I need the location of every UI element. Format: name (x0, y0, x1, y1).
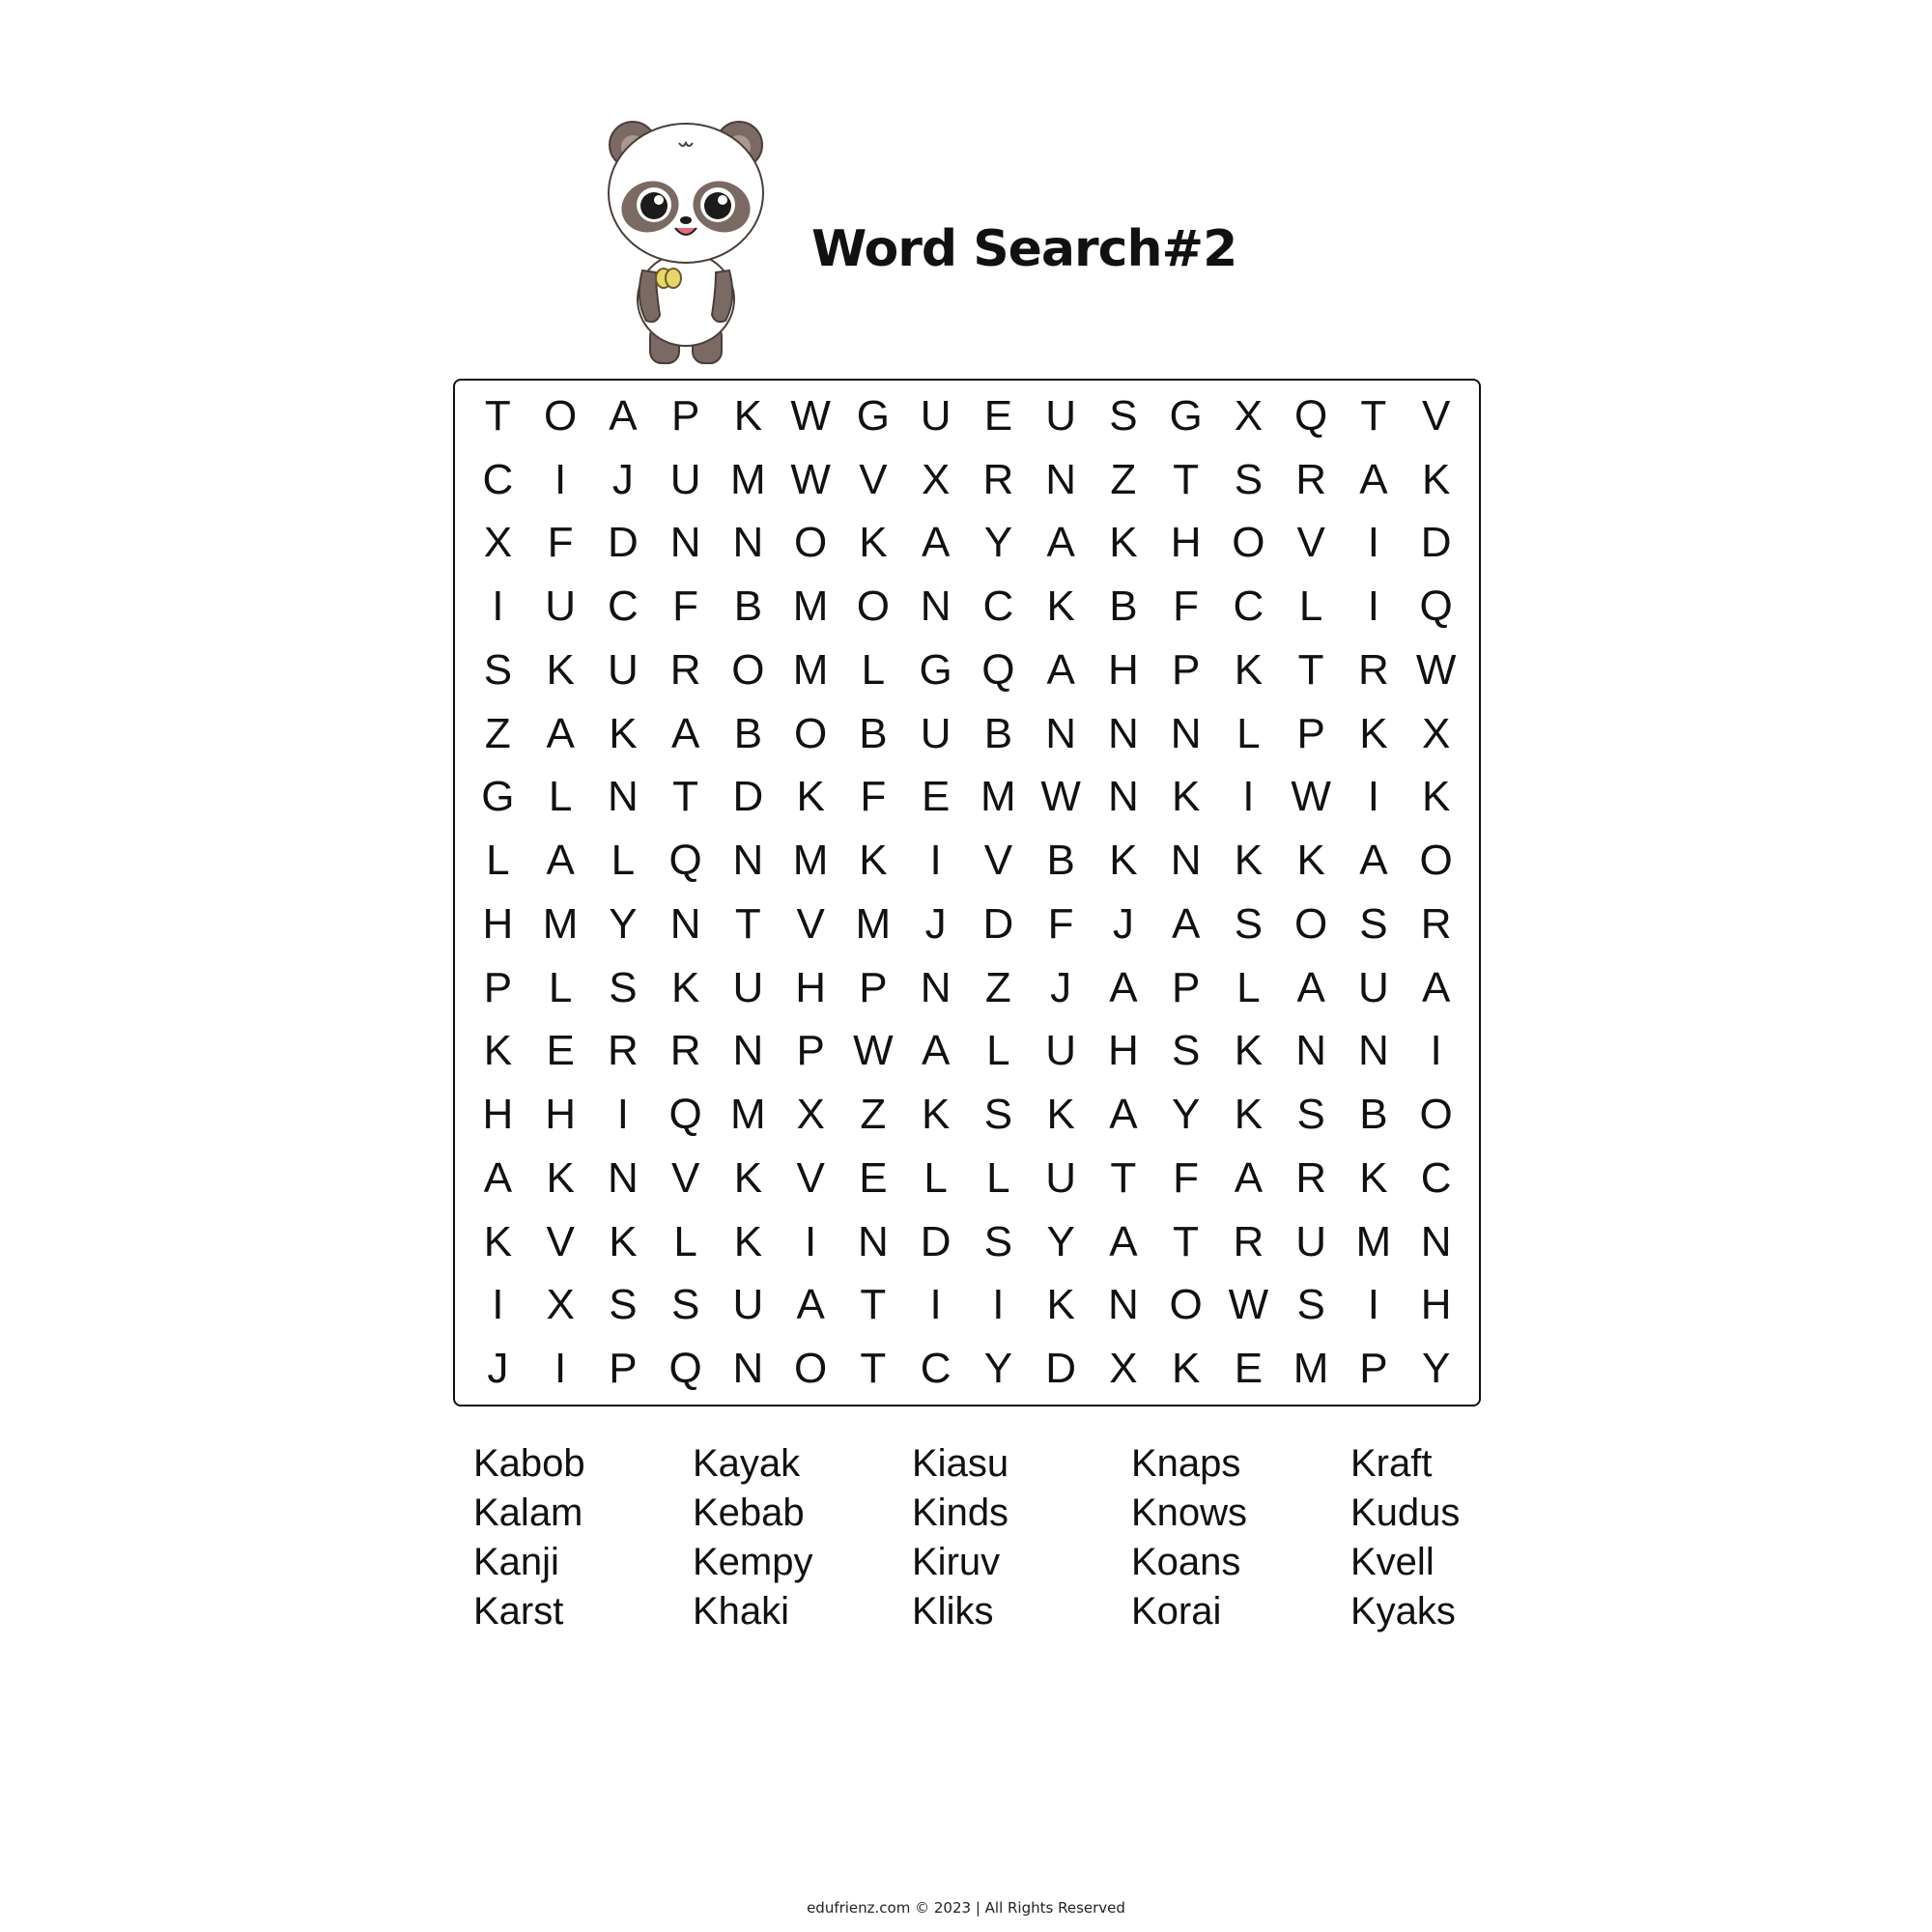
grid-letter[interactable]: R (1295, 1153, 1327, 1202)
grid-letter[interactable]: X (1109, 1345, 1138, 1393)
grid-letter[interactable]: N (920, 963, 952, 1011)
grid-letter[interactable]: O (731, 645, 765, 694)
grid-letter[interactable]: A (1109, 1091, 1138, 1139)
grid-letter[interactable]: K (1109, 837, 1138, 885)
grid-letter[interactable]: E (546, 1027, 575, 1075)
grid-letter[interactable]: M (792, 837, 829, 885)
grid-letter[interactable]: K (733, 1153, 763, 1202)
grid-letter[interactable]: Q (668, 837, 702, 885)
grid-letter[interactable]: K (609, 1217, 638, 1265)
grid-letter[interactable]: L (1298, 582, 1323, 631)
grid-letter[interactable]: F (672, 582, 699, 631)
grid-letter[interactable]: R (982, 455, 1014, 503)
grid-letter[interactable]: P (1171, 645, 1201, 694)
grid-letter[interactable]: P (1359, 1345, 1388, 1393)
grid-letter[interactable]: K (1234, 837, 1264, 885)
grid-letter[interactable]: S (609, 963, 638, 1011)
grid-letter[interactable]: K (1421, 773, 1451, 821)
grid-letter[interactable]: K (1046, 582, 1075, 631)
grid-letter[interactable]: V (546, 1217, 575, 1265)
grid-letter[interactable]: Q (668, 1091, 702, 1139)
grid-letter[interactable]: X (546, 1281, 575, 1329)
grid-letter[interactable]: M (855, 899, 892, 948)
grid-letter[interactable]: S (983, 1217, 1013, 1265)
grid-letter[interactable]: K (1359, 709, 1388, 757)
grid-letter[interactable]: W (790, 391, 831, 440)
grid-letter[interactable]: I (805, 1217, 817, 1265)
grid-letter[interactable]: W (1228, 1281, 1269, 1329)
grid-letter[interactable]: K (796, 773, 825, 821)
grid-letter[interactable]: F (1047, 899, 1074, 948)
grid-letter[interactable]: R (607, 1027, 639, 1075)
word-list-item: Kyaks (1350, 1590, 1456, 1633)
grid-letter[interactable]: N (920, 582, 952, 631)
grid-letter[interactable]: K (546, 1153, 575, 1202)
grid-letter[interactable]: A (1109, 963, 1138, 1011)
grid-letter[interactable]: U (1045, 391, 1077, 440)
grid-letter[interactable]: V (859, 455, 888, 503)
grid-letter[interactable]: U (732, 1281, 764, 1329)
grid-letter[interactable]: M (792, 582, 829, 631)
grid-letter[interactable]: S (1296, 1281, 1325, 1329)
grid-letter[interactable]: G (919, 645, 952, 694)
word-list-item: Kudus (1350, 1492, 1461, 1534)
grid-letter[interactable]: R (1357, 645, 1389, 694)
grid-letter[interactable]: T (860, 1345, 887, 1393)
grid-letter[interactable]: N (1170, 837, 1202, 885)
grid-letter[interactable]: K (1171, 773, 1201, 821)
grid-letter[interactable]: C (920, 1345, 952, 1393)
grid-letter[interactable]: Y (983, 1345, 1013, 1393)
grid-letter[interactable]: B (1046, 837, 1075, 885)
grid-letter[interactable]: N (1170, 709, 1202, 757)
grid-letter[interactable]: Z (484, 709, 511, 757)
word-list-item: Karst (473, 1590, 564, 1633)
grid-letter[interactable]: I (492, 582, 504, 631)
grid-letter[interactable]: A (1421, 963, 1451, 1011)
word-list-item: Knows (1131, 1492, 1248, 1534)
grid-letter[interactable]: N (607, 1153, 639, 1202)
grid-letter[interactable]: S (1359, 899, 1388, 948)
grid-letter[interactable]: M (1293, 1345, 1329, 1393)
grid-letter[interactable]: X (921, 455, 951, 503)
grid-letter[interactable]: H (1170, 519, 1202, 567)
grid-letter[interactable]: R (1420, 899, 1452, 948)
grid-letter[interactable]: K (1234, 1027, 1264, 1075)
grid-letter[interactable]: L (1236, 963, 1261, 1011)
grid-letter[interactable]: A (1171, 899, 1201, 948)
grid-letter[interactable]: E (1234, 1345, 1264, 1393)
grid-letter[interactable]: N (1420, 1217, 1452, 1265)
grid-letter[interactable]: T (1360, 391, 1387, 440)
word-list (473, 1439, 1497, 1636)
grid-letter[interactable]: C (1233, 582, 1264, 631)
grid-letter[interactable]: M (542, 899, 579, 948)
grid-letter[interactable]: U (607, 645, 639, 694)
grid-letter[interactable]: U (545, 582, 577, 631)
grid-letter[interactable]: A (1234, 1153, 1264, 1202)
word-list-item: Koans (1131, 1541, 1241, 1583)
grid-letter[interactable]: N (1045, 455, 1077, 503)
grid-letter[interactable]: H (545, 1091, 577, 1139)
grid-letter[interactable]: N (1107, 1281, 1139, 1329)
grid-letter[interactable]: L (673, 1217, 697, 1265)
grid-letter[interactable]: T (484, 391, 511, 440)
grid-letter[interactable]: C (607, 582, 639, 631)
grid-letter[interactable]: P (859, 963, 888, 1011)
grid-letter[interactable]: S (483, 645, 513, 694)
grid-letter[interactable]: V (983, 837, 1013, 885)
word-list-item: Knaps (1131, 1442, 1241, 1485)
grid-letter[interactable]: T (1173, 455, 1200, 503)
grid-letter[interactable]: I (1367, 773, 1379, 821)
grid-letter[interactable]: A (546, 837, 575, 885)
grid-letter[interactable]: J (611, 455, 634, 503)
word-list-item: Kanji (473, 1541, 559, 1583)
word-list-item: Khaki (693, 1590, 790, 1633)
grid-letter[interactable]: B (859, 709, 888, 757)
grid-letter[interactable]: D (732, 773, 764, 821)
grid-letter[interactable]: P (609, 1345, 638, 1393)
grid-letter[interactable]: M (730, 455, 766, 503)
grid-letter[interactable]: I (1367, 519, 1379, 567)
grid-letter[interactable]: O (794, 519, 828, 567)
grid-letter[interactable]: S (983, 1091, 1013, 1139)
grid-letter[interactable]: K (1421, 455, 1451, 503)
grid-letter[interactable]: N (857, 1217, 889, 1265)
grid-letter[interactable]: H (482, 1091, 514, 1139)
grid-letter[interactable]: F (860, 773, 887, 821)
grid-letter[interactable]: O (794, 709, 828, 757)
grid-letter[interactable]: O (1232, 519, 1265, 567)
grid-letter[interactable]: Z (1110, 455, 1137, 503)
grid-letter[interactable]: S (1109, 391, 1138, 440)
grid-letter[interactable]: N (1357, 1027, 1389, 1075)
grid-letter[interactable]: P (1296, 709, 1325, 757)
grid-letter[interactable]: Z (860, 1091, 887, 1139)
grid-letter[interactable]: U (669, 455, 701, 503)
grid-letter[interactable]: K (483, 1027, 513, 1075)
grid-letter[interactable]: I (554, 1345, 567, 1393)
grid-letter[interactable]: H (1107, 1027, 1139, 1075)
grid-letter[interactable]: K (733, 1217, 763, 1265)
grid-letter[interactable]: L (548, 773, 573, 821)
grid-letter[interactable]: S (1234, 455, 1264, 503)
grid-letter[interactable]: Y (609, 899, 638, 948)
grid-letter[interactable]: W (1415, 645, 1457, 694)
grid-letter[interactable]: F (547, 519, 574, 567)
grid-letter[interactable]: I (1367, 1281, 1379, 1329)
grid-letter[interactable]: K (1359, 1153, 1388, 1202)
grid-letter[interactable]: K (1234, 1091, 1264, 1139)
grid-letter[interactable]: N (732, 1345, 764, 1393)
grid-letter[interactable]: K (921, 1091, 951, 1139)
grid-letter[interactable]: S (1296, 1091, 1325, 1139)
grid-letter[interactable]: T (734, 899, 761, 948)
grid-letter[interactable]: U (920, 709, 952, 757)
word-list-item: Kebab (693, 1492, 805, 1534)
grid-letter[interactable]: P (483, 963, 513, 1011)
grid-letter[interactable]: D (1420, 519, 1452, 567)
word-list-item: Kliks (912, 1590, 994, 1633)
grid-letter[interactable]: U (1045, 1027, 1077, 1075)
grid-letter[interactable]: R (669, 1027, 701, 1075)
grid-letter[interactable]: E (983, 391, 1013, 440)
grid-letter[interactable]: X (1234, 391, 1264, 440)
grid-letter[interactable]: A (1109, 1217, 1138, 1265)
grid-letter[interactable]: L (986, 1027, 1010, 1075)
grid-letter[interactable]: G (481, 773, 515, 821)
grid-letter[interactable]: B (733, 709, 763, 757)
grid-letter[interactable]: J (1050, 963, 1072, 1011)
grid-letter[interactable]: U (1045, 1153, 1077, 1202)
grid-letter[interactable]: W (790, 455, 831, 503)
grid-letter[interactable]: B (733, 582, 763, 631)
grid-letter[interactable]: V (670, 1153, 700, 1202)
grid-letter[interactable]: K (1046, 1281, 1075, 1329)
grid-letter[interactable]: W (1040, 773, 1081, 821)
grid-letter[interactable]: X (796, 1091, 825, 1139)
grid-letter[interactable]: K (483, 1217, 513, 1265)
grid-letter[interactable]: N (1107, 773, 1139, 821)
grid-letter[interactable]: M (1355, 1217, 1392, 1265)
grid-letter[interactable]: M (980, 773, 1016, 821)
grid-letter[interactable]: Q (1294, 391, 1328, 440)
grid-letter[interactable]: F (1173, 1153, 1200, 1202)
grid-letter[interactable]: O (1294, 899, 1328, 948)
grid-letter[interactable]: T (1110, 1153, 1137, 1202)
grid-letter[interactable]: K (609, 709, 638, 757)
grid-letter[interactable]: B (983, 709, 1013, 757)
grid-letter[interactable]: L (486, 837, 510, 885)
footer-copyright: edufrienz.com © 2023 | All Rights Reserved (807, 1899, 1125, 1917)
grid-letter[interactable]: W (853, 1027, 894, 1075)
grid-letter[interactable]: K (546, 645, 575, 694)
grid-letter[interactable]: E (921, 773, 951, 821)
grid-letter[interactable]: N (669, 519, 701, 567)
grid-letter[interactable]: L (611, 837, 636, 885)
grid-letter[interactable]: I (929, 1281, 942, 1329)
grid-letter[interactable]: K (733, 391, 763, 440)
word-list-item: Kvell (1350, 1541, 1435, 1583)
grid-letter[interactable]: K (1046, 1091, 1075, 1139)
word-list-item: Kiruv (912, 1541, 1001, 1583)
grid-letter[interactable]: A (1359, 455, 1388, 503)
grid-letter[interactable]: O (1419, 1091, 1453, 1139)
grid-letter[interactable]: K (1171, 1345, 1201, 1393)
grid-letter[interactable]: P (796, 1027, 825, 1075)
grid-letter[interactable]: A (546, 709, 575, 757)
grid-letter[interactable]: H (482, 899, 514, 948)
grid-letter[interactable]: P (1171, 963, 1201, 1011)
word-list-item: Kinds (912, 1492, 1009, 1534)
grid-letter[interactable]: U (732, 963, 764, 1011)
grid-letter[interactable]: L (861, 645, 886, 694)
grid-letter[interactable]: U (920, 391, 952, 440)
grid-letter[interactable]: J (487, 1345, 509, 1393)
grid-letter[interactable]: B (1359, 1091, 1388, 1139)
grid-letter[interactable]: H (1420, 1281, 1452, 1329)
grid-letter[interactable]: D (982, 899, 1014, 948)
grid-letter[interactable]: M (730, 1091, 766, 1139)
grid-letter[interactable]: X (1421, 709, 1451, 757)
grid-letter[interactable]: V (1296, 519, 1325, 567)
page-title: Word Search#2 (811, 220, 1237, 278)
grid-letter[interactable]: N (732, 519, 764, 567)
grid-letter[interactable]: V (796, 1153, 825, 1202)
grid-letter[interactable]: Y (1421, 1345, 1451, 1393)
grid-letter[interactable]: I (492, 1281, 504, 1329)
grid-letter[interactable]: K (1109, 519, 1138, 567)
grid-letter[interactable]: K (859, 519, 888, 567)
grid-letter[interactable]: U (1357, 963, 1389, 1011)
grid-letter[interactable]: A (1296, 963, 1325, 1011)
grid-letter[interactable]: T (860, 1281, 887, 1329)
grid-letter[interactable]: Q (1419, 582, 1453, 631)
grid-letter[interactable]: T (1297, 645, 1324, 694)
grid-letter[interactable]: A (1359, 837, 1388, 885)
grid-letter[interactable]: R (1295, 455, 1327, 503)
grid-letter[interactable]: A (670, 709, 700, 757)
grid-letter[interactable]: R (669, 645, 701, 694)
word-search-grid (453, 379, 1481, 1406)
grid-letter[interactable]: Y (1046, 1217, 1075, 1265)
word-list-item: Kraft (1350, 1442, 1433, 1485)
grid-letter[interactable]: A (483, 1153, 513, 1202)
grid-letter[interactable]: O (544, 391, 578, 440)
grid-letter[interactable]: N (732, 837, 764, 885)
grid-letter[interactable]: C (982, 582, 1014, 631)
grid-letter[interactable]: G (1169, 391, 1203, 440)
grid-letter[interactable]: S (670, 1281, 700, 1329)
grid-letter[interactable]: P (670, 391, 700, 440)
grid-letter[interactable]: H (795, 963, 827, 1011)
grid-letter[interactable]: Q (981, 645, 1015, 694)
grid-letter[interactable]: I (1242, 773, 1255, 821)
grid-letter[interactable]: N (1107, 709, 1139, 757)
grid-letter[interactable]: N (1045, 709, 1077, 757)
grid-letter[interactable]: S (1234, 899, 1264, 948)
grid-letter[interactable]: V (1421, 391, 1451, 440)
grid-letter[interactable]: W (1291, 773, 1331, 821)
grid-letter[interactable]: L (986, 1153, 1010, 1202)
grid-letter[interactable]: N (607, 773, 639, 821)
grid-letter[interactable]: U (1295, 1217, 1327, 1265)
grid-letter[interactable]: L (923, 1153, 948, 1202)
word-list-item: Kabob (473, 1442, 585, 1485)
grid-letter[interactable]: Q (668, 1345, 702, 1393)
grid-letter[interactable]: B (1109, 582, 1138, 631)
grid-letter[interactable]: S (1171, 1027, 1201, 1075)
word-list-item: Korai (1131, 1590, 1222, 1633)
grid-letter[interactable]: M (792, 645, 829, 694)
grid-letter[interactable]: A (921, 519, 951, 567)
grid-letter[interactable]: A (1046, 645, 1075, 694)
grid-letter[interactable]: T (1173, 1217, 1200, 1265)
grid-letter[interactable]: E (859, 1153, 888, 1202)
grid-letter[interactable]: D (1045, 1345, 1077, 1393)
grid-letter[interactable]: I (992, 1281, 1005, 1329)
grid-letter[interactable]: Y (983, 519, 1013, 567)
grid-letter[interactable]: C (1420, 1153, 1452, 1202)
grid-letter[interactable]: I (616, 1091, 629, 1139)
word-list-item: Kiasu (912, 1442, 1009, 1485)
grid-letter[interactable]: D (920, 1217, 952, 1265)
grid-letter[interactable]: O (1419, 837, 1453, 885)
grid-letter[interactable]: Z (984, 963, 1011, 1011)
grid-letter[interactable]: J (1112, 899, 1134, 948)
grid-letter[interactable]: S (609, 1281, 638, 1329)
grid-letter[interactable]: A (1046, 519, 1075, 567)
word-list-item: Kayak (693, 1442, 801, 1485)
grid-letter[interactable]: K (1234, 645, 1264, 694)
grid-letter[interactable]: O (1169, 1281, 1203, 1329)
grid-letter[interactable]: T (672, 773, 699, 821)
grid-letter[interactable]: A (796, 1281, 825, 1329)
grid-letter[interactable]: G (856, 391, 890, 440)
grid-letter[interactable]: X (483, 519, 513, 567)
grid-letter[interactable]: Y (1171, 1091, 1201, 1139)
grid-letter[interactable]: N (1295, 1027, 1327, 1075)
grid-letter[interactable]: I (929, 837, 942, 885)
word-list-item: Kalam (473, 1492, 583, 1534)
grid-letter[interactable]: R (1233, 1217, 1264, 1265)
grid-letter[interactable]: A (609, 391, 638, 440)
grid-letter[interactable]: O (794, 1345, 828, 1393)
grid-letter[interactable]: J (924, 899, 947, 948)
grid-letter[interactable]: I (1367, 582, 1379, 631)
grid-letter[interactable]: K (859, 837, 888, 885)
panda-mascot (604, 114, 768, 367)
grid-letter[interactable]: A (921, 1027, 951, 1075)
word-list-item: Kempy (693, 1541, 813, 1583)
grid-letter[interactable]: N (732, 1027, 764, 1075)
grid-letter[interactable]: I (554, 455, 567, 503)
grid-letter[interactable]: N (669, 899, 701, 948)
grid-letter[interactable]: L (548, 963, 573, 1011)
grid-letter[interactable]: V (796, 899, 825, 948)
grid-letter[interactable]: H (1107, 645, 1139, 694)
grid-letter[interactable]: O (856, 582, 890, 631)
grid-letter[interactable]: I (1430, 1027, 1442, 1075)
grid-letter[interactable]: K (670, 963, 700, 1011)
grid-letter[interactable]: F (1173, 582, 1200, 631)
grid-letter[interactable]: C (482, 455, 514, 503)
grid-letter[interactable]: D (607, 519, 639, 567)
grid-letter[interactable]: K (1296, 837, 1325, 885)
grid-letter[interactable]: L (1236, 709, 1261, 757)
